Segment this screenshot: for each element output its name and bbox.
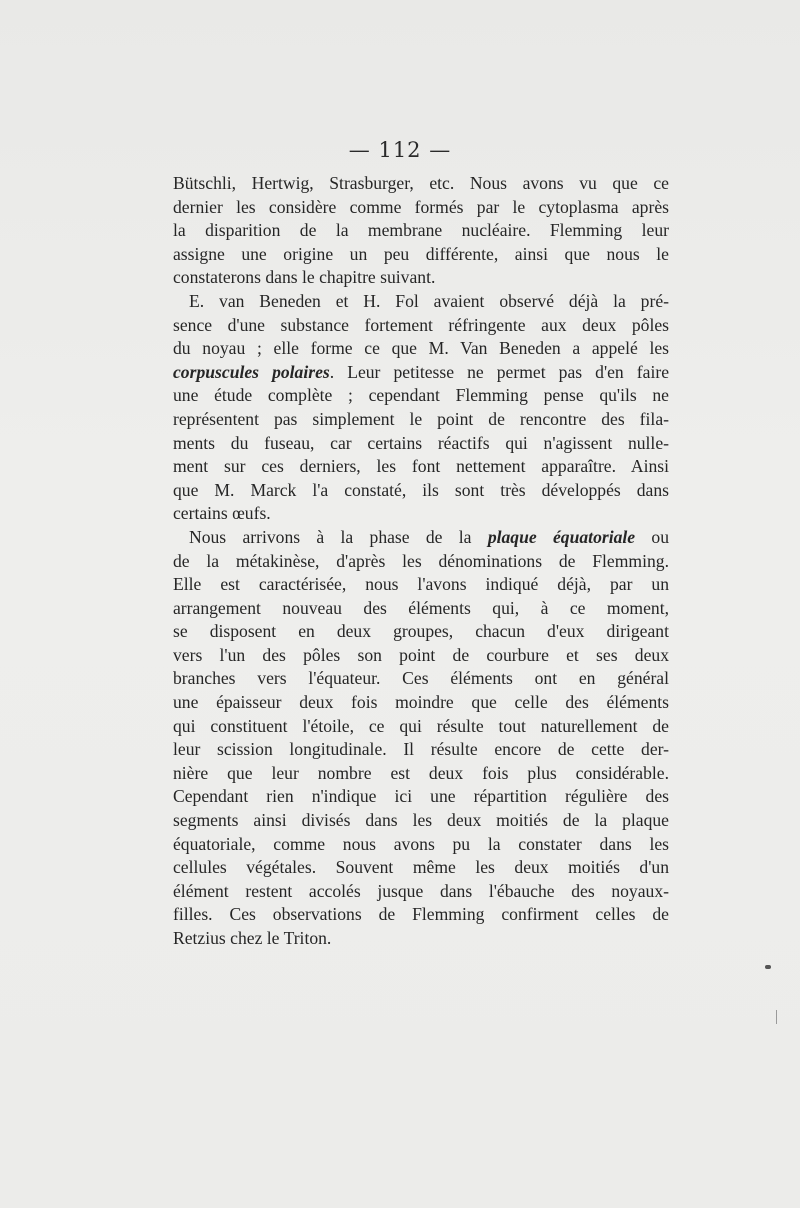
text-line: Bütschli, Hertwig, Strasburger, etc. Nous avons vu que ce [173,173,669,193]
text-line: Cependant rien n'indique ici une répartition régulière des [173,786,669,807]
text-line: cellules végétales. Souvent même les deux moitiés d'un [173,857,669,878]
text-line: du noyau ; elle forme ce que M. Van Beneden a appelé les [173,338,669,359]
text-line: sence d'une substance fortement réfringente aux deux pôles [173,314,669,335]
text-line: élément restent accolés jusque dans l'ébauche des noyaux- [173,880,669,901]
text-line: nière que leur nombre est deux fois plus considérable. [173,762,669,783]
text-line: la disparition de la membrane nucléaire. Flemming leur [173,220,669,241]
text-line: Retzius chez le Triton. [173,928,332,948]
text-line: arrangement nouveau des éléments qui, à ce moment, [173,597,669,618]
text-line: qui constituent l'étoile, ce qui résulte tout naturellement de [173,715,669,736]
text-line: filles. Ces observations de Flemming confirment celles de [173,904,669,925]
text-line: se disposent en deux groupes, chacun d'eux dirigeant [173,621,669,642]
text-line [173,526,669,550]
text-line: ment sur ces derniers, les font nettement apparaître. Ainsi [173,456,669,477]
text-line: Elle est caractérisée, nous l'avons indiqué déjà, par un [173,574,669,595]
text-line: branches vers l'équateur. Ces éléments ont en général [173,668,669,689]
text-line [173,361,669,385]
text-line: que M. Marck l'a constaté, ils sont très développés dans [173,479,669,500]
text-line: E. van Beneden et H. Fol avaient observé déjà la pré- [189,290,669,311]
line-text: ou [635,526,669,547]
text-line: équatoriale, comme nous avons pu la constater dans les [173,833,669,854]
text-line: vers l'un des pôles son point de courbure et ses deux [173,644,669,665]
text-line: certains œufs. [173,503,271,524]
text-line: ments du fuseau, car certains réactifs qui n'agissent nulle- [173,432,669,453]
margin-mark [776,1010,777,1024]
text-line: dernier les considère comme formés par le cytoplasma après [173,196,669,217]
italic-term: corpuscules polaires [173,361,330,382]
text-line: une étude complète ; cependant Flemming pense qu'ils ne [173,385,669,406]
text-line: assigne une origine un peu différente, ainsi que nous le [173,243,669,264]
page-number: — 112 — [348,138,452,162]
text-line: une épaisseur deux fois moindre que celle des éléments [173,692,669,713]
body-text [173,172,669,951]
line-text: . Leur petitesse ne permet pas d'en faire [329,361,669,382]
line-text: Nous arrivons à la phase de la [189,526,488,547]
text-line: constaterons dans le chapitre suivant. [173,267,436,288]
text-line: leur scission longitudinale. Il résulte encore de cette der- [173,739,669,760]
ink-speck [765,965,771,969]
text-line: représentent pas simplement le point de rencontre des fila- [173,408,669,429]
italic-term: plaque équatoriale [487,526,636,547]
text-line: de la métakinèse, d'après les dénominations de Flemming. [173,550,669,571]
text-line: segments ainsi divisés dans les deux moitiés de la plaque [173,810,669,831]
